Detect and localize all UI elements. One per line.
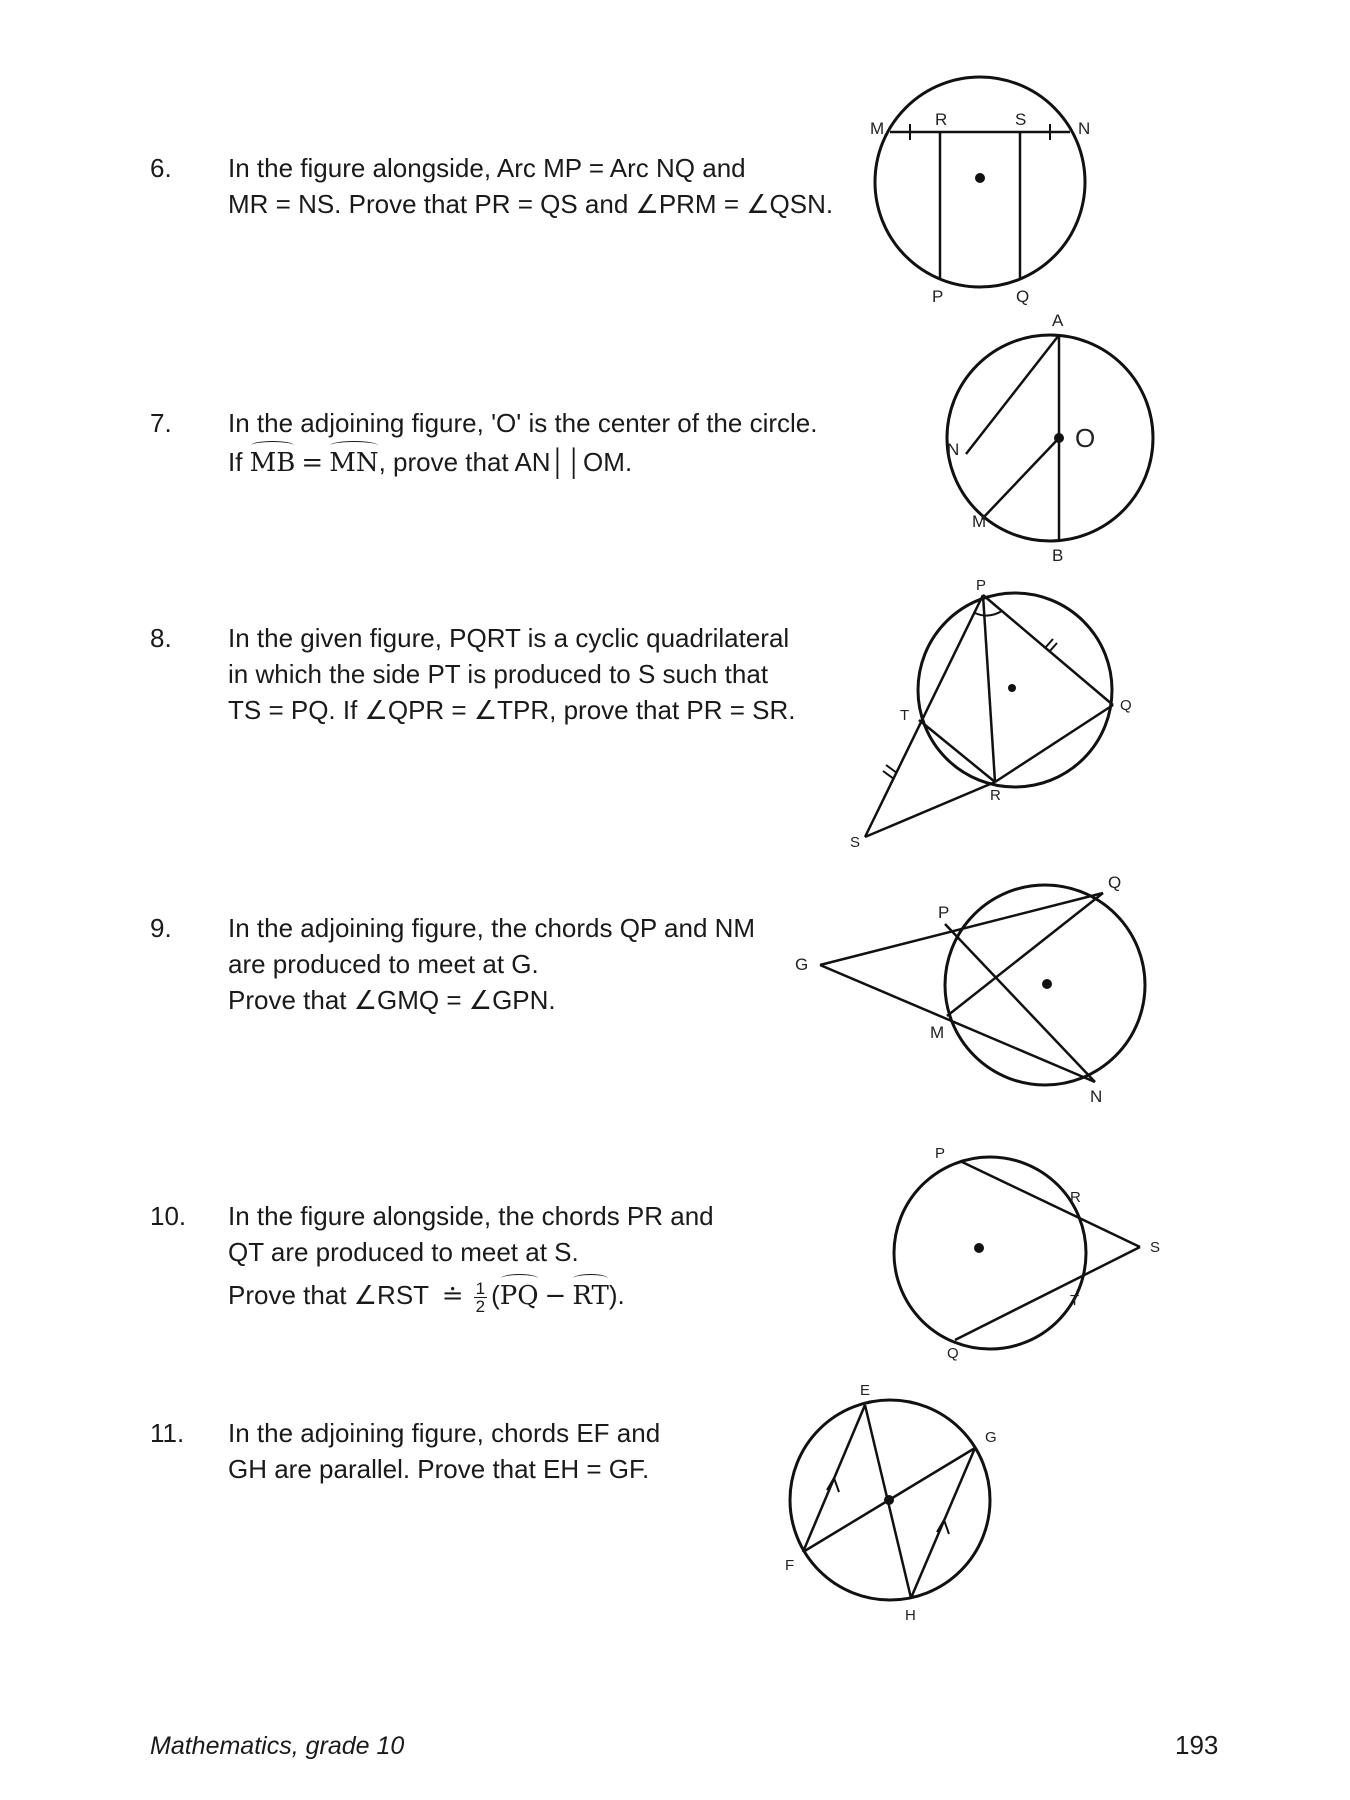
label-m: M bbox=[870, 119, 885, 138]
label-f: F bbox=[785, 1557, 795, 1574]
problem-line: are produced to meet at G. bbox=[228, 949, 539, 979]
problem-number: 8. bbox=[150, 623, 172, 653]
label-t: T bbox=[900, 707, 910, 724]
label-t: T bbox=[1070, 1292, 1080, 1309]
problem-number: 7. bbox=[150, 408, 172, 438]
minus-sign: − bbox=[544, 1281, 567, 1311]
label-q: Q bbox=[947, 1345, 959, 1362]
circle bbox=[894, 1157, 1086, 1349]
label-e: E bbox=[860, 1382, 871, 1399]
label-q: Q bbox=[1016, 287, 1030, 306]
arc-rt: RT bbox=[572, 1274, 608, 1314]
diagonal-pr bbox=[983, 595, 995, 782]
side-pq bbox=[983, 595, 1113, 705]
fraction-denominator: 2 bbox=[475, 1296, 486, 1316]
problem-text bbox=[228, 910, 755, 1018]
label-r: R bbox=[1070, 1189, 1081, 1206]
center-dot bbox=[1008, 684, 1016, 692]
label-p: P bbox=[938, 903, 950, 922]
tick-mark bbox=[886, 765, 897, 773]
label-q: Q bbox=[1120, 697, 1132, 714]
label-g: G bbox=[985, 1429, 997, 1446]
label-o: O bbox=[1075, 423, 1096, 453]
problem-line: MR = NS. Prove that PR = QS and ∠PRM = ∠QSN. bbox=[228, 189, 834, 219]
center-dot bbox=[974, 1243, 984, 1253]
center-dot bbox=[1042, 979, 1052, 989]
figure-6 bbox=[860, 70, 1120, 310]
text-fragment: Prove that ∠RST bbox=[228, 1280, 436, 1310]
label-n: N bbox=[1078, 119, 1091, 138]
problem-text bbox=[228, 150, 833, 222]
problem-number: 11. bbox=[150, 1418, 185, 1448]
problem-line: In the adjoining figure, chords EF and bbox=[228, 1418, 661, 1448]
problem-text bbox=[228, 1415, 660, 1487]
open-paren: ( bbox=[491, 1280, 500, 1310]
chord-qp-extended bbox=[820, 893, 1103, 965]
problem-text bbox=[228, 405, 817, 481]
problem-line: Prove that ∠GMQ = ∠GPN. bbox=[228, 985, 556, 1015]
chord-nm-extended bbox=[820, 965, 1095, 1082]
tick-mark bbox=[1049, 643, 1057, 652]
close-paren: ). bbox=[608, 1280, 625, 1310]
segment-om bbox=[982, 438, 1059, 519]
problem-line: In the adjoining figure, the chords QP and NM bbox=[228, 913, 756, 943]
label-q: Q bbox=[1108, 873, 1122, 892]
figure-7 bbox=[930, 305, 1170, 565]
figure-9 bbox=[790, 870, 1170, 1110]
chord-an bbox=[966, 335, 1059, 454]
fraction-numerator: 1 bbox=[475, 1278, 486, 1298]
problem-line: In the figure alongside, Arc MP = Arc NQ and bbox=[228, 153, 746, 183]
arc-mb: MB bbox=[250, 441, 296, 481]
problem-line: In the adjoining figure, 'O' is the center of the circle. bbox=[228, 408, 818, 438]
text-fragment: , prove that AN││OM. bbox=[378, 447, 633, 477]
problem-line: In the figure alongside, the chords PR and bbox=[228, 1201, 714, 1231]
text-fragment: If bbox=[228, 447, 250, 477]
problem-line: GH are parallel. Prove that EH = GF. bbox=[228, 1454, 650, 1484]
label-s: S bbox=[1150, 1239, 1161, 1256]
problem-line: TS = PQ. If ∠QPR = ∠TPR, prove that PR = SR. bbox=[228, 695, 796, 725]
problem-line: in which the side PT is produced to S such that bbox=[228, 659, 769, 689]
label-m: M bbox=[972, 512, 987, 531]
label-m: M bbox=[930, 1023, 945, 1042]
center-dot bbox=[884, 1495, 894, 1505]
chord-pr-extended bbox=[960, 1161, 1140, 1247]
label-p: P bbox=[932, 287, 944, 306]
label-a: A bbox=[1052, 311, 1064, 330]
center-dot bbox=[1054, 433, 1064, 443]
label-p: P bbox=[935, 1145, 946, 1162]
problem-line: In the given figure, PQRT is a cyclic quadrilateral bbox=[228, 623, 790, 653]
label-n: N bbox=[1090, 1087, 1103, 1106]
problem-line: QT are produced to meet at S. bbox=[228, 1237, 579, 1267]
problem-line bbox=[228, 441, 817, 481]
arc-mn: MN bbox=[329, 441, 378, 481]
fraction-half bbox=[474, 1280, 487, 1315]
label-b: B bbox=[1052, 546, 1064, 565]
figure-8 bbox=[840, 575, 1150, 865]
side-pt-extended bbox=[865, 595, 983, 837]
problem-line bbox=[228, 1274, 714, 1315]
segment-sr bbox=[865, 782, 995, 837]
label-n: N bbox=[947, 440, 960, 459]
label-r: R bbox=[935, 110, 948, 129]
problem-text bbox=[228, 620, 796, 728]
problem-text bbox=[228, 1198, 714, 1315]
problem-number: 9. bbox=[150, 913, 172, 943]
tick-mark bbox=[1045, 639, 1053, 648]
chord-qt-extended bbox=[955, 1247, 1140, 1340]
label-r: R bbox=[990, 787, 1001, 804]
arc-pq: PQ bbox=[500, 1274, 539, 1314]
figure-10 bbox=[880, 1140, 1190, 1380]
label-s: S bbox=[850, 834, 861, 851]
label-h: H bbox=[905, 1607, 916, 1624]
center-dot bbox=[975, 173, 985, 183]
label-s: S bbox=[1015, 110, 1027, 129]
problem-number: 6. bbox=[150, 153, 172, 183]
problem-number: 10. bbox=[150, 1201, 187, 1231]
label-p: P bbox=[976, 577, 987, 594]
label-g: G bbox=[795, 955, 809, 974]
equals-sign: = bbox=[301, 448, 324, 478]
approx-equals-sign: ≐ bbox=[441, 1281, 464, 1311]
tick-mark bbox=[883, 771, 894, 779]
angle-arc bbox=[975, 611, 1002, 616]
side-rt bbox=[919, 720, 995, 782]
chord-pn bbox=[945, 924, 1095, 1082]
figure-11 bbox=[775, 1370, 1015, 1630]
footer-book-title: Mathematics, grade 10 bbox=[150, 1732, 405, 1760]
chord-mq bbox=[947, 893, 1103, 1016]
page-number: 193 bbox=[1175, 1730, 1219, 1760]
